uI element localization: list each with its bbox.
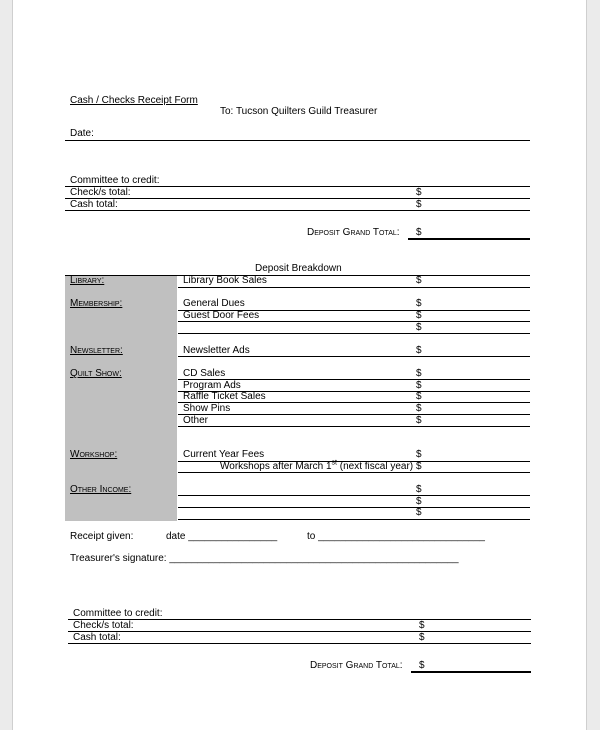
dollar-sign: $ [416, 227, 422, 238]
dollar-sign: $ [419, 660, 425, 671]
rule [68, 631, 531, 632]
dollar-sign: $ [416, 484, 422, 495]
dollar-sign: $ [416, 449, 422, 460]
dollar-sign: $ [416, 298, 422, 309]
item-general-dues: General Dues [183, 298, 245, 309]
rule [178, 333, 530, 334]
category-newsletter: Newsletter: [70, 345, 123, 356]
treasurer-signature-line: Treasurer's signature: ____________________________________________________ [70, 553, 459, 564]
rule [65, 210, 530, 211]
grand-total-line [411, 671, 531, 673]
dollar-sign: $ [416, 322, 422, 333]
rule [178, 507, 530, 508]
committee-label: Committee to credit: [73, 608, 163, 619]
dollar-sign: $ [416, 345, 422, 356]
dollar-sign: $ [416, 403, 422, 414]
rule [178, 287, 530, 288]
category-workshop: Workshop: [70, 449, 118, 460]
dollar-sign: $ [419, 620, 425, 631]
workshops-text-superscript: st [331, 459, 337, 467]
dollar-sign: $ [416, 187, 422, 198]
category-membership: Membership: [70, 298, 123, 309]
checks-total-label: Check/s total: [73, 620, 134, 631]
rule [178, 414, 530, 415]
rule [68, 619, 531, 620]
rule [178, 519, 530, 520]
rule [68, 643, 531, 644]
workshops-text-end: (next fiscal year) [336, 461, 414, 472]
breakdown-heading: Deposit Breakdown [255, 263, 342, 274]
item-guest-door-fees: Guest Door Fees [183, 310, 260, 321]
item-current-year-fees: Current Year Fees [183, 449, 265, 460]
dollar-sign: $ [416, 391, 422, 402]
rule [178, 495, 530, 496]
receipt-given-label: Receipt given: [70, 531, 134, 542]
item-show-pins: Show Pins [183, 403, 231, 414]
rule [65, 198, 530, 199]
rule [65, 275, 530, 276]
rule [178, 426, 530, 427]
item-raffle-ticket-sales: Raffle Ticket Sales [183, 391, 266, 402]
category-quilt-show: Quilt Show: [70, 368, 122, 379]
grand-total-label: Deposit Grand Total: [307, 227, 400, 238]
workshops-text-start: Workshops after March 1 [220, 461, 332, 472]
rule [65, 186, 530, 187]
checks-total-label: Check/s total: [70, 187, 131, 198]
dollar-sign: $ [416, 275, 422, 286]
dollar-sign: $ [419, 632, 425, 643]
form-title: Cash / Checks Receipt Form [70, 95, 198, 106]
dollar-sign: $ [416, 368, 422, 379]
dollar-sign: $ [416, 496, 422, 507]
date-line [65, 140, 530, 141]
cash-total-label: Cash total: [70, 199, 118, 210]
receipt-date-blank: date ________________ [166, 531, 278, 542]
item-cd-sales: CD Sales [183, 368, 226, 379]
item-library-book-sales: Library Book Sales [183, 275, 267, 286]
receipt-to-blank: to ______________________________ [307, 531, 485, 542]
dollar-sign: $ [416, 199, 422, 210]
item-workshops-after-march [220, 461, 413, 473]
dollar-sign: $ [416, 415, 422, 426]
item-program-ads: Program Ads [183, 380, 241, 391]
category-library: Library: [70, 275, 105, 286]
addressee-line: To: Tucson Quilters Guild Treasurer [220, 106, 378, 117]
dollar-sign: $ [416, 507, 422, 518]
dollar-sign: $ [416, 310, 422, 321]
item-other: Other [183, 415, 209, 426]
category-other-income: Other Income: [70, 484, 132, 495]
item-newsletter-ads: Newsletter Ads [183, 345, 250, 356]
grand-total-label: Deposit Grand Total: [310, 660, 403, 671]
date-label: Date: [70, 128, 94, 139]
committee-label: Committee to credit: [70, 175, 160, 186]
grand-total-line [408, 238, 530, 240]
dollar-sign: $ [416, 461, 422, 472]
cash-total-label: Cash total: [73, 632, 121, 643]
dollar-sign: $ [416, 380, 422, 391]
